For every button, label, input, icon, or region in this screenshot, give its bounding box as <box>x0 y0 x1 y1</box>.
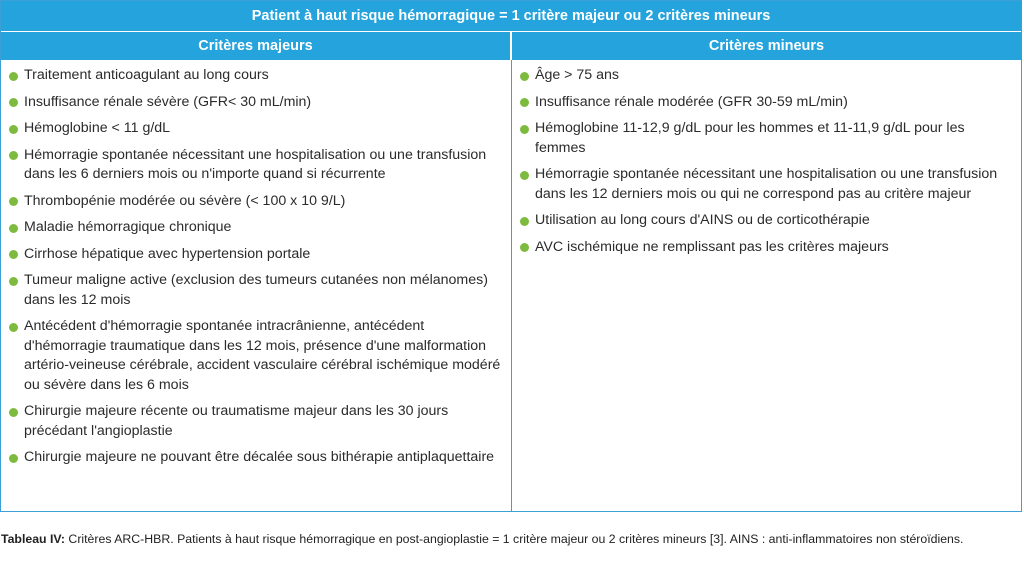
criteria-text: Utilisation au long cours d'AINS ou de corticothérapie <box>535 212 870 228</box>
bullet-icon <box>9 72 18 81</box>
bullet-icon <box>520 217 529 226</box>
criteria-text: Thrombopénie modérée ou sévère (< 100 x 10 9/L) <box>24 192 346 209</box>
minor-criteria-column <box>512 60 1021 512</box>
bullet-icon <box>9 224 18 233</box>
criteria-text: Hémoglobine 11-12,9 g/dL pour les hommes et 11-11,9 g/dL pour les femmes <box>535 120 965 156</box>
criteria-text: Insuffisance rénale modérée (GFR 30-59 mL/min) <box>535 93 848 110</box>
criteria-text: Traitement anticoagulant au long cours <box>24 67 269 83</box>
criteria-text: Antécédent d'hémorragie spontanée intracrânienne, antécédent d'hémorragie traumatique dans les 12 mois, présence d'une malformation artério-veineuse cérébrale, accident vasculaire cérébral ischémique modéré ou sévère dans les 6 mois <box>24 318 501 393</box>
criteria-list-item <box>9 271 503 310</box>
minor-criteria-list <box>520 66 1013 257</box>
criteria-list-item <box>9 119 503 139</box>
bullet-icon <box>520 243 529 252</box>
criteria-list-item <box>520 66 1013 86</box>
column-header-row <box>1 32 1021 60</box>
criteria-list-item <box>9 317 503 395</box>
bullet-icon <box>9 98 18 107</box>
criteria-list-item <box>520 119 1013 158</box>
caption-text: Critères ARC-HBR. Patients à haut risque hémorragique en post-angioplastie = 1 critère majeur ou 2 critères mineurs [3]. AINS : anti-inflammatoires non stéroïdiens. <box>65 532 964 546</box>
bullet-icon <box>9 125 18 134</box>
criteria-text: Chirurgie majeure ne pouvant être décalée sous bithérapie antiplaquettaire <box>24 449 495 465</box>
bullet-icon <box>9 454 18 463</box>
criteria-text: Chirurgie majeure récente ou traumatisme majeur dans les 30 jours précédant l'angioplastie <box>24 403 449 439</box>
minor-criteria-header: Critères mineurs <box>512 32 1021 60</box>
criteria-text: Cirrhose hépatique avec hypertension portale <box>24 245 311 262</box>
criteria-text: Insuffisance rénale sévère (GFR< 30 mL/min) <box>24 93 312 110</box>
bullet-icon <box>520 125 529 134</box>
criteria-list-item <box>9 218 503 238</box>
bullet-icon <box>9 277 18 286</box>
bullet-icon <box>520 72 529 81</box>
caption-label: Tableau IV: <box>1 532 66 546</box>
criteria-text: Âge > 75 ans <box>535 67 620 83</box>
criteria-list-item <box>9 402 503 441</box>
criteria-list-item <box>9 66 503 86</box>
bullet-icon <box>520 171 529 180</box>
criteria-text: Maladie hémorragique chronique <box>24 219 232 235</box>
table-title: Patient à haut risque hémorragique = 1 critère majeur ou 2 critères mineurs <box>1 1 1021 32</box>
bullet-icon <box>9 250 18 259</box>
criteria-text: Tumeur maligne active (exclusion des tumeurs cutanées non mélanomes) dans les 12 mois <box>24 272 488 308</box>
criteria-text: Hémoglobine < 11 g/dL <box>24 120 171 136</box>
criteria-body <box>1 60 1021 512</box>
bullet-icon <box>9 408 18 417</box>
criteria-list-item <box>520 238 1013 258</box>
major-criteria-header: Critères majeurs <box>1 32 512 60</box>
bullet-icon <box>9 323 18 332</box>
bullet-icon <box>9 197 18 206</box>
major-criteria-column <box>1 60 512 512</box>
criteria-text: AVC ischémique ne remplissant pas les critères majeurs <box>535 238 889 255</box>
table-caption <box>1 532 1021 547</box>
criteria-text: Hémorragie spontanée nécessitant une hospitalisation ou une transfusion dans les 12 derniers mois ou qui ne correspond pas au critère majeur <box>535 166 998 202</box>
bullet-icon <box>9 151 18 160</box>
criteria-list-item <box>520 211 1013 231</box>
criteria-list-item <box>9 192 503 212</box>
criteria-list-item <box>9 93 503 113</box>
criteria-text: Hémorragie spontanée nécessitant une hospitalisation ou une transfusion dans les 6 derniers mois ou n'importe quand si récurrente <box>24 146 487 182</box>
bullet-icon <box>520 98 529 107</box>
criteria-list-item <box>9 448 503 468</box>
criteria-list-item <box>9 245 503 265</box>
criteria-list-item <box>520 93 1013 113</box>
criteria-list-item <box>9 146 503 185</box>
major-criteria-list <box>9 66 503 468</box>
criteria-list-item <box>520 165 1013 204</box>
